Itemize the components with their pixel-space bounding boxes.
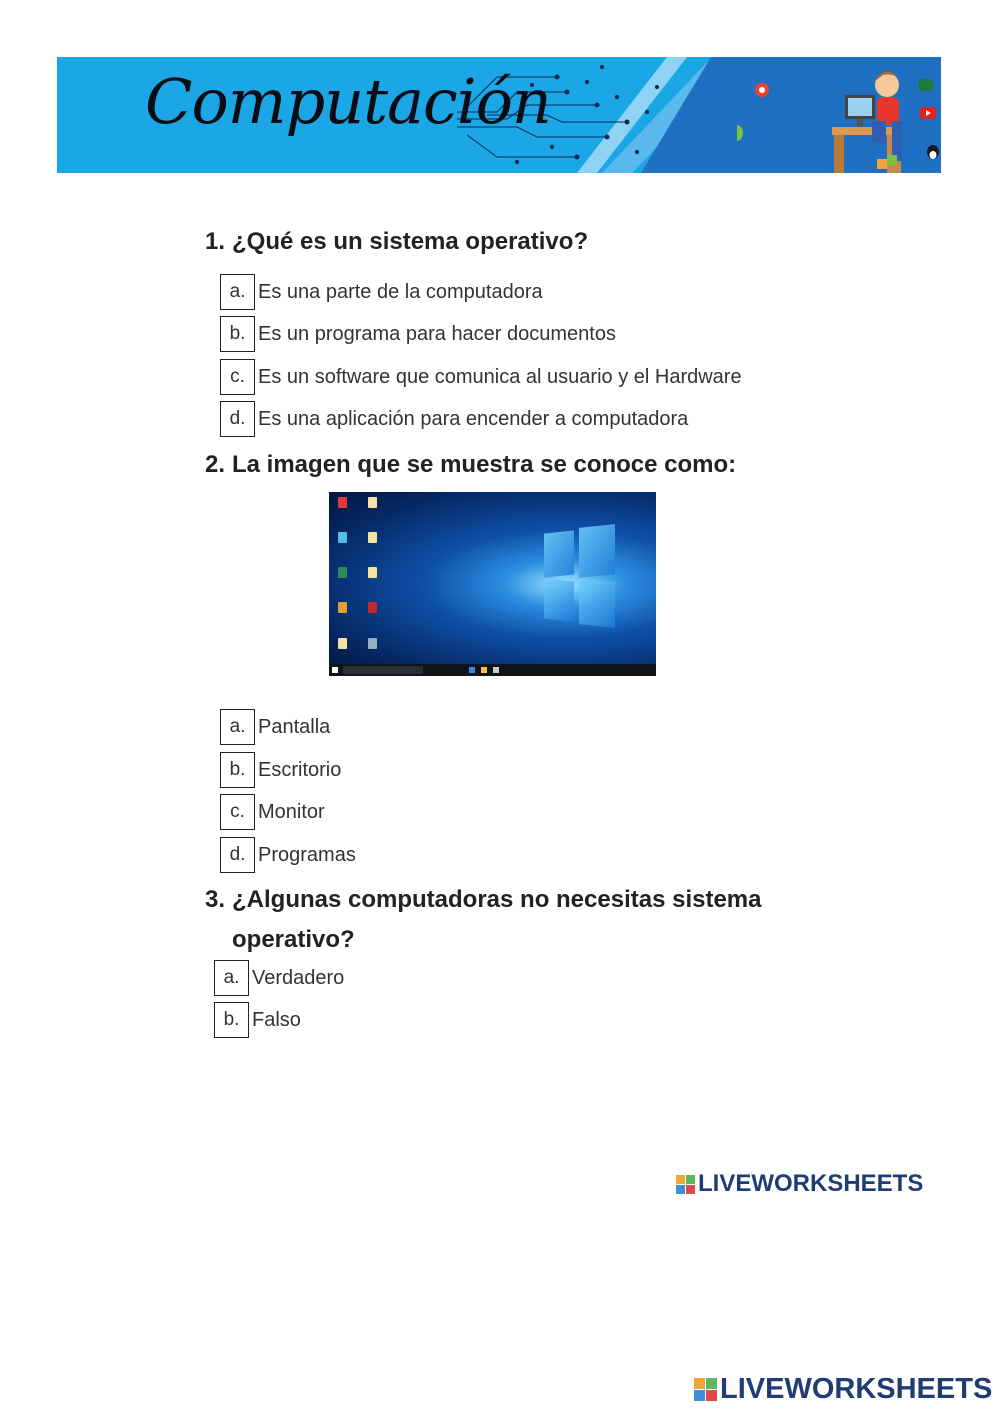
- desktop-icon: [338, 602, 347, 613]
- question-3-title: [205, 880, 762, 920]
- answer-box[interactable]: d.: [220, 401, 255, 437]
- desktop-icon: [338, 532, 347, 543]
- answer-box[interactable]: a.: [220, 709, 255, 745]
- android-icon: [737, 125, 743, 141]
- desktop-icon: [368, 602, 377, 613]
- option-text: Falso: [252, 1008, 301, 1031]
- q1-option-b[interactable]: [220, 315, 616, 353]
- header-banner: [57, 57, 941, 173]
- answer-box[interactable]: c.: [220, 359, 255, 395]
- answer-box[interactable]: b.: [214, 1002, 249, 1038]
- windows-desktop-screenshot: [329, 492, 656, 676]
- desktop-icon: [338, 497, 347, 508]
- question-number: 3.: [205, 886, 226, 913]
- answer-box[interactable]: b.: [220, 316, 255, 352]
- banner-title: Computación: [145, 65, 551, 138]
- q2-option-a[interactable]: [220, 708, 330, 746]
- option-text: Verdadero: [252, 966, 345, 989]
- option-text: Programas: [258, 843, 356, 866]
- taskbar-search: [343, 666, 423, 674]
- start-icon: [332, 667, 338, 673]
- option-text: Es un software que comunica al usuario y el Hardware: [258, 365, 742, 388]
- excel-icon: [919, 79, 933, 91]
- option-text: Monitor: [258, 800, 325, 823]
- q2-option-c[interactable]: [220, 793, 325, 831]
- q3-option-b[interactable]: [214, 1001, 301, 1039]
- desktop-icon: [368, 532, 377, 543]
- q2-option-d[interactable]: [220, 836, 356, 874]
- question-3-title-continued: [232, 920, 355, 960]
- logo-text: LIVEWORKSHEETS: [698, 1170, 924, 1197]
- logo-text: LIVEWORKSHEETS: [720, 1373, 993, 1405]
- question-1-title: [205, 222, 588, 262]
- option-text: Escritorio: [258, 758, 342, 781]
- q1-option-d[interactable]: [220, 400, 688, 438]
- liveworksheets-logo-icon: [694, 1378, 717, 1401]
- answer-box[interactable]: a.: [220, 274, 255, 310]
- q1-option-c[interactable]: [220, 358, 742, 396]
- option-text: Es un programa para hacer documentos: [258, 322, 616, 345]
- question-2-title: [205, 445, 736, 485]
- question-text: operativo?: [232, 926, 355, 953]
- option-text: Pantalla: [258, 715, 331, 738]
- option-text: Es una aplicación para encender a computadora: [258, 407, 689, 430]
- q2-option-b[interactable]: [220, 751, 341, 789]
- q3-option-a[interactable]: [214, 959, 344, 997]
- desktop-icon: [368, 567, 377, 578]
- liveworksheets-footer-logo[interactable]: [694, 1373, 992, 1406]
- question-number: 2.: [205, 451, 226, 478]
- q1-option-a[interactable]: [220, 273, 543, 311]
- answer-box[interactable]: d.: [220, 837, 255, 873]
- kid-at-computer-illustration: [737, 57, 941, 173]
- desktop-icon: [338, 567, 347, 578]
- desktop-icon: [338, 638, 347, 649]
- answer-box[interactable]: c.: [220, 794, 255, 830]
- question-text: ¿Algunas computadoras no necesitas sistema: [232, 886, 762, 913]
- desktop-icon: [368, 497, 377, 508]
- question-text: ¿Qué es un sistema operativo?: [232, 228, 589, 255]
- option-text: Es una parte de la computadora: [258, 280, 543, 303]
- answer-box[interactable]: b.: [220, 752, 255, 788]
- answer-box[interactable]: a.: [214, 960, 249, 996]
- liveworksheets-logo: [676, 1170, 923, 1198]
- question-text: La imagen que se muestra se conoce como:: [232, 451, 737, 478]
- question-number: 1.: [205, 228, 226, 255]
- liveworksheets-logo-icon: [676, 1175, 695, 1194]
- taskbar: [329, 664, 656, 676]
- recycle-bin-icon: [368, 638, 377, 649]
